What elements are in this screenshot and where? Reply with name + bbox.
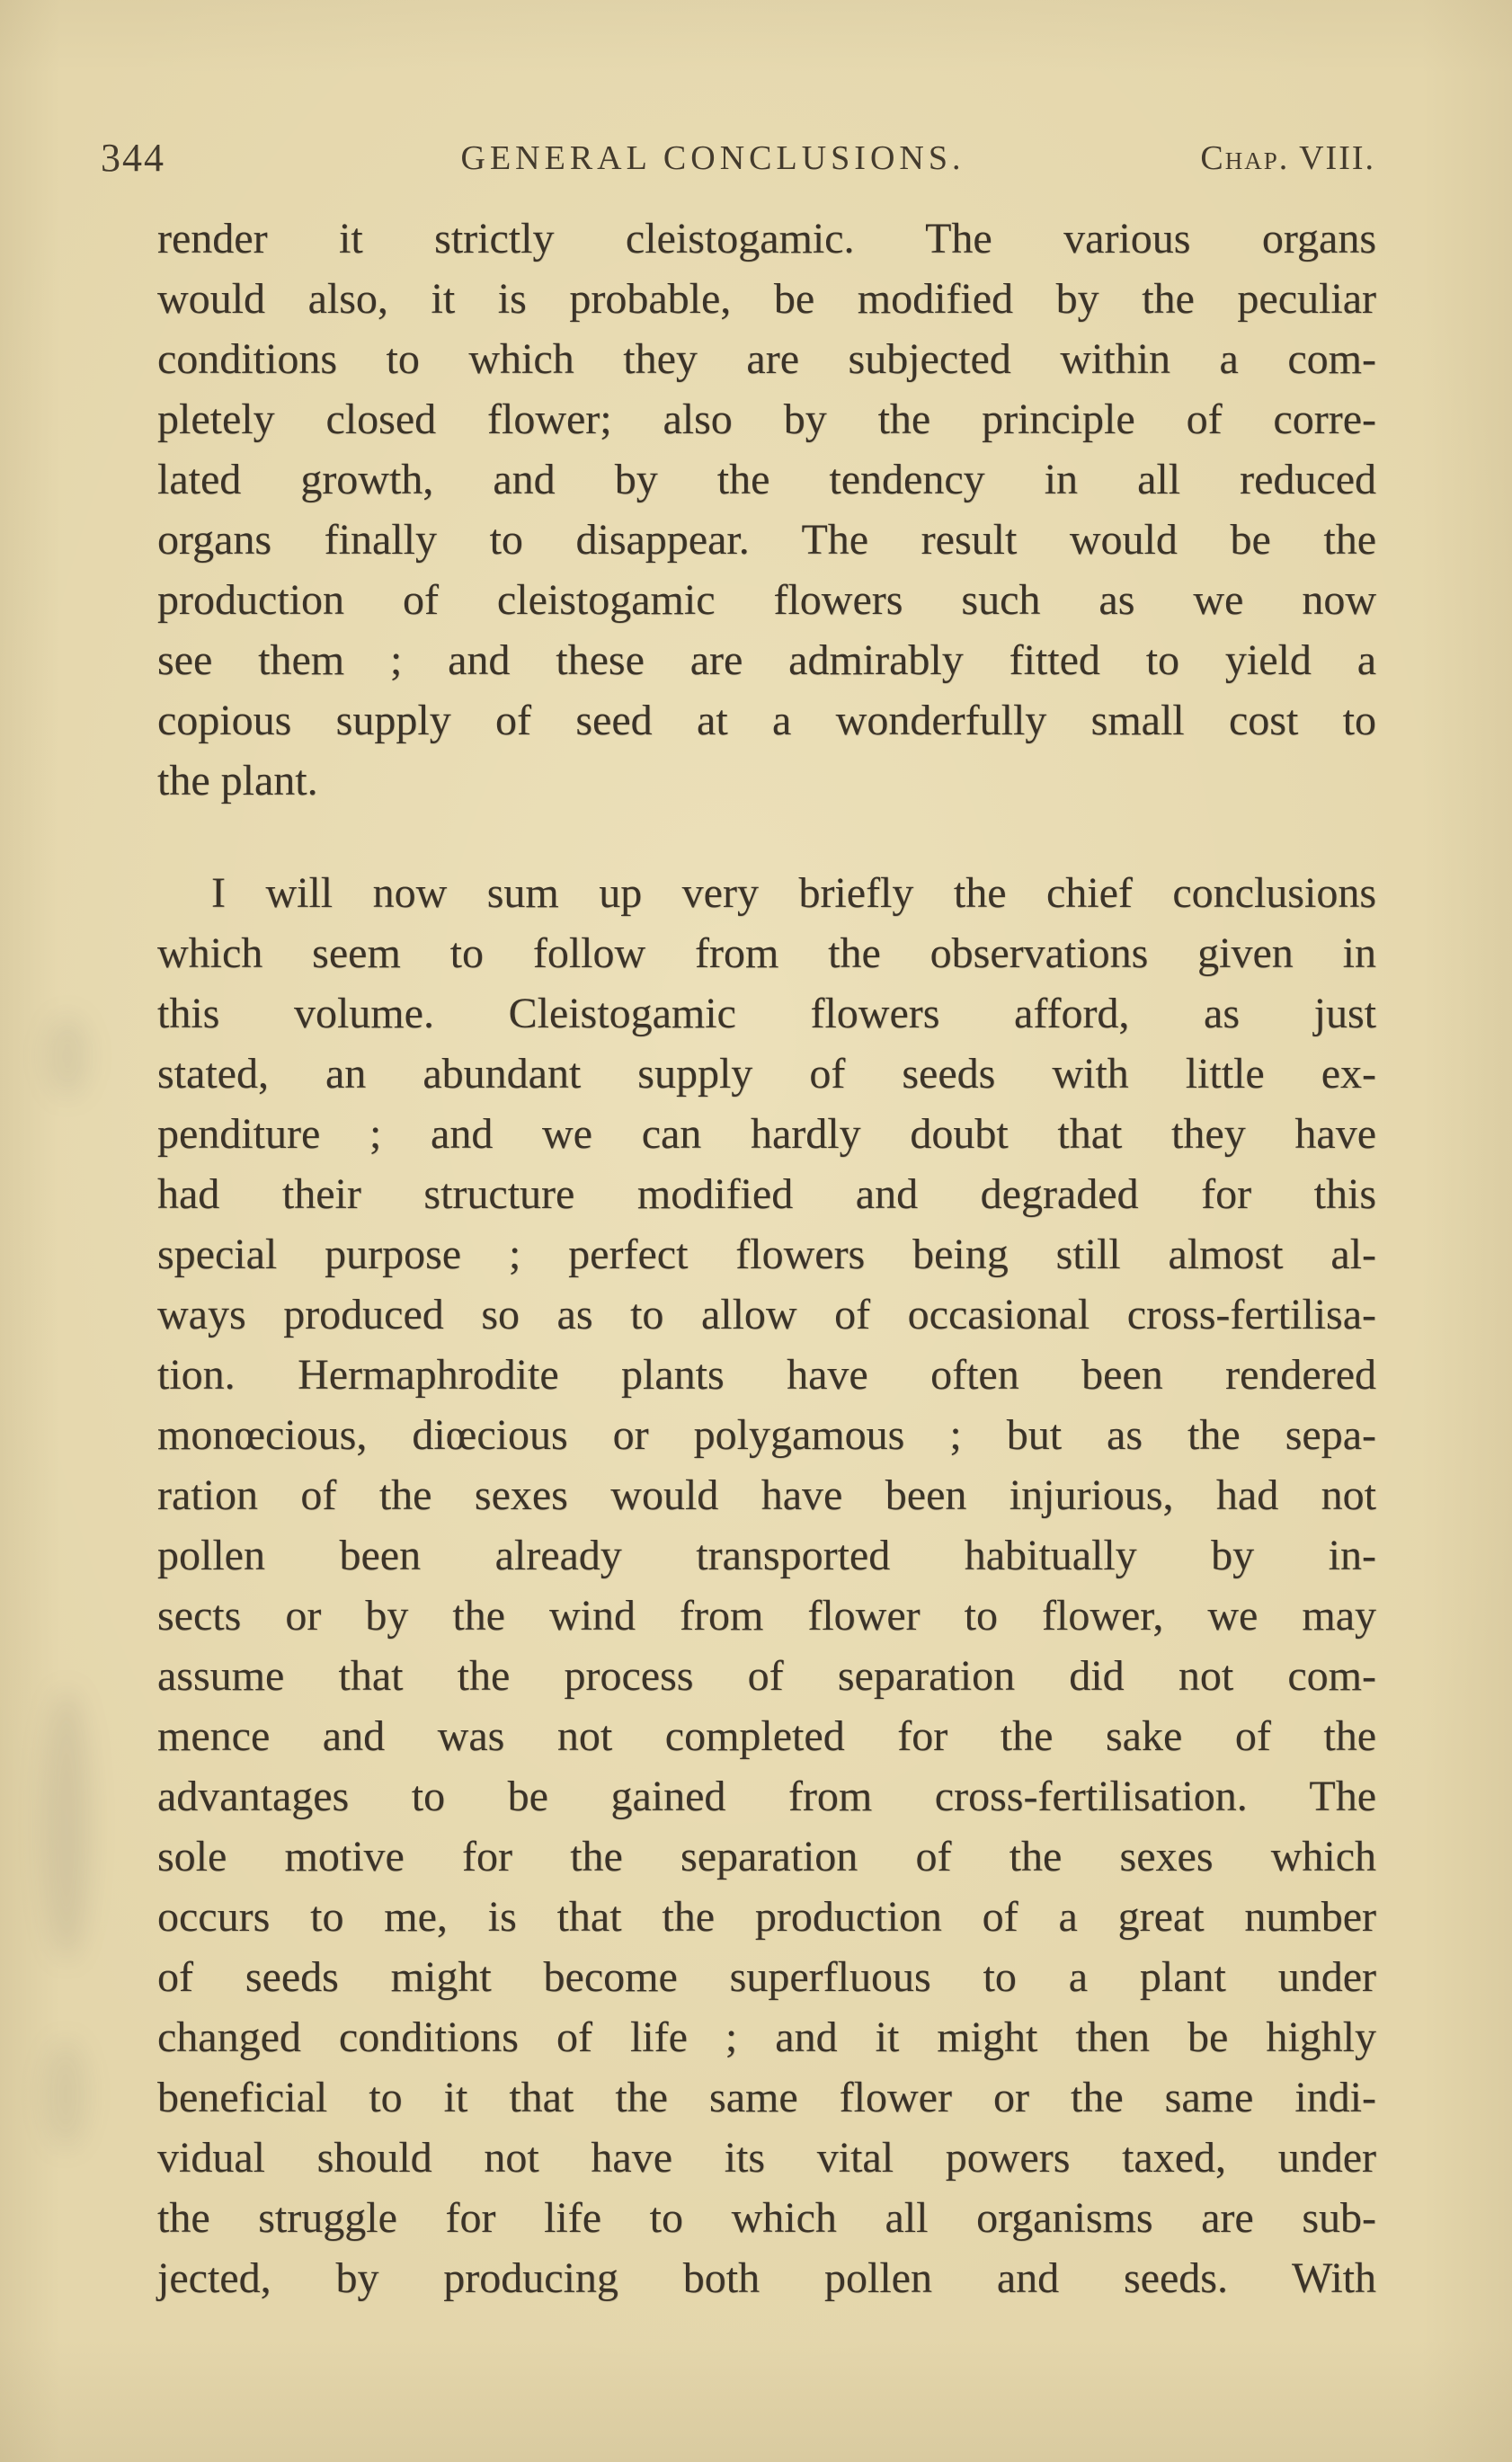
- text-line: of seeds might become superfluous to a plant under: [157, 1953, 1376, 2001]
- text-line: stated, an abundant supply of seeds with little ex-: [157, 1050, 1376, 1098]
- text-line: render it strictly cleistogamic. The various organs: [157, 215, 1376, 262]
- text-line: the struggle for life to which all organisms are sub-: [157, 2194, 1376, 2242]
- text-line: changed conditions of life ; and it might then be highly: [157, 2013, 1376, 2061]
- text-line: occurs to me, is that the production of a great number: [157, 1893, 1376, 1941]
- text-line: monœcious, diœcious or polygamous ; but as the sepa-: [157, 1411, 1376, 1459]
- text-line: pletely closed flower; also by the principle of corre-: [157, 396, 1376, 443]
- scan-smudge: [45, 2040, 86, 2148]
- scan-smudge: [47, 1016, 88, 1097]
- text-line: pollen been already transported habitually by in-: [157, 1532, 1376, 1579]
- text-line: special purpose ; perfect flowers being still almost al-: [157, 1231, 1376, 1278]
- text-line: see them ; and these are admirably fitted to yield a: [157, 636, 1376, 684]
- text-line: ration of the sexes would have been injurious, had not: [157, 1471, 1376, 1519]
- text-line: which seem to follow from the observations given in: [157, 929, 1376, 977]
- text-line: conditions to which they are subjected within a com-: [157, 335, 1376, 383]
- running-header: [0, 135, 1512, 180]
- text-line: beneficial to it that the same flower or the same indi-: [157, 2074, 1376, 2121]
- text-line: assume that the process of separation did not com-: [157, 1652, 1376, 1700]
- text-line: sects or by the wind from flower to flower, we may: [157, 1592, 1376, 1640]
- text-line: mence and was not completed for the sake of the: [157, 1712, 1376, 1760]
- text-line: vidual should not have its vital powers taxed, under: [157, 2134, 1376, 2182]
- text-line: had their structure modified and degraded for this: [157, 1170, 1376, 1218]
- text-line: production of cleistogamic flowers such as we now: [157, 576, 1376, 624]
- chapter-label: Chap. VIII.: [1200, 139, 1375, 177]
- scan-smudge: [43, 1690, 90, 1960]
- page-number: 344: [101, 136, 165, 180]
- page-body: [157, 209, 1376, 2308]
- text-line: the plant.: [157, 757, 318, 804]
- text-line: advantages to be gained from cross-fertilisation. The: [157, 1773, 1376, 1820]
- text-line: ways produced so as to allow of occasional cross-fertilisa-: [157, 1291, 1376, 1338]
- paragraph-1: [157, 209, 1376, 811]
- text-line: this volume. Cleistogamic flowers afford, as just: [157, 990, 1376, 1037]
- text-line: organs finally to disappear. The result would be the: [157, 516, 1376, 564]
- text-line: I will now sum up very briefly the chief conclusions: [211, 869, 1376, 917]
- paragraph-2: [157, 863, 1376, 2308]
- text-line: penditure ; and we can hardly doubt that they have: [157, 1110, 1376, 1158]
- text-line: lated growth, and by the tendency in all reduced: [157, 456, 1376, 503]
- text-line: would also, it is probable, be modified by the peculiar: [157, 275, 1376, 323]
- text-line: sole motive for the separation of the sexes which: [157, 1833, 1376, 1880]
- header-title: GENERAL CONCLUSIONS.: [460, 139, 965, 177]
- text-line: copious supply of seed at a wonderfully small cost to: [157, 697, 1376, 744]
- text-line: jected, by producing both pollen and seeds. With: [157, 2254, 1376, 2302]
- text-line: tion. Hermaphrodite plants have often been rendered: [157, 1351, 1376, 1399]
